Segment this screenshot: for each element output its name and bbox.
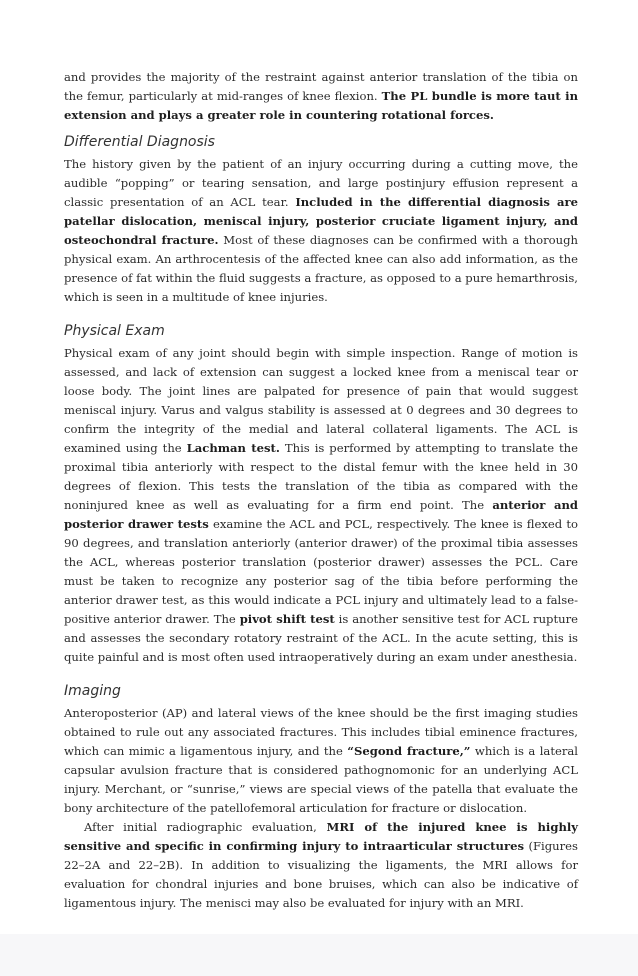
differential-end-text: Most of these diagnoses can be confirmed with a thorough physical exam. An arthrocentesis of the affected knee can also add information, as the presence of fat within the fluid suggests a fracture, as opposed to a pure hemarthrosis, which is seen in a multitude of knee injuries. bbox=[64, 233, 579, 304]
imaging-text-1c: which is a lateral capsular avulsion fracture that is considered pathognomonic for an underlying ACL injury. Merchant, or “sunrise,” views are special views of the patella that evaluate the bony architecture of the patellofemoral articulation for fracture or dislocation. bbox=[64, 744, 579, 815]
intro-paragraph bbox=[64, 68, 578, 125]
imaging-text-2a: After initial radiographic evaluation, bbox=[84, 820, 317, 834]
physical-text-4: is another sensitive test for ACL rupture and assesses the secondary rotatory restraint of the ACL. In the acute setting, this is quite painful and is most often used intraoperatively during an exam under anesthesia. bbox=[64, 612, 579, 664]
physical-text-3: examine the ACL and PCL, respectively. The knee is flexed to 90 degrees, and translation anteriorly (anterior drawer) of the proximal tibia assesses the ACL, whereas posterior translation (posterior drawer) assesses the PCL. Care must be taken to recognize any posterior sag of the tibia before performing the anterior drawer test, as this would indicate a PCL injury and ultimately lead to a false-positive anterior drawer. The bbox=[64, 517, 579, 626]
page-footer-band bbox=[0, 934, 638, 976]
imaging-text-2c: (Figures 22–2A and 22–2B). In addition to visualizing the ligaments, the MRI allows for evaluation for chondral injuries and bone bruises, which can also be indicative of ligamentous injury. The menisci may also be evaluated for injury with an MRI. bbox=[64, 839, 578, 910]
lachman-test-term: Lachman test. bbox=[186, 441, 280, 455]
mri-bold-text: MRI of the injured knee is highly sensitive and specific in confirming injury to intraarticular structures bbox=[64, 820, 579, 853]
segond-fracture-term: “Segond fracture,” bbox=[347, 744, 471, 758]
intro-bold-text: The PL bundle is more taut in extension and plays a greater role in countering rotational forces. bbox=[64, 89, 579, 122]
physical-text-2: This is performed by attempting to translate the proximal tibia anteriorly with respect to the distal femur with the knee held in 30 degrees of flexion. This tests the translation of the tibia as compared with the noninjured knee as well as evaluating for a firm end point. The bbox=[64, 441, 578, 512]
differential-text: The history given by the patient of an injury occurring during a cutting move, the audible “popping” or tearing sensation, and large postinjury effusion represent a classic presentation of an ACL tear. bbox=[64, 157, 578, 209]
differential-bold-text: Included in the differential diagnosis are patellar dislocation, meniscal injury, posterior cruciate ligament injury, and osteochondral fracture. bbox=[64, 195, 579, 247]
physical-exam-heading: Physical Exam bbox=[64, 323, 165, 339]
imaging-heading: Imaging bbox=[64, 683, 121, 699]
imaging-paragraph-2 bbox=[64, 818, 578, 913]
imaging-text-1a: Anteroposterior (AP) and lateral views of the knee should be the first imaging studies obtained to rule out any associated fractures. This includes tibial eminence fractures, which can mimic a ligamentous injury, and the bbox=[64, 706, 578, 758]
physical-exam-paragraph bbox=[64, 344, 578, 667]
differential-paragraph bbox=[64, 155, 578, 307]
pivot-shift-term: pivot shift test bbox=[239, 612, 335, 626]
physical-text-1: Physical exam of any joint should begin with simple inspection. Range of motion is assessed, and lack of extension can suggest a locked knee from a meniscal tear or loose body. The joint lines are palpated for presence of pain that would suggest meniscal injury. Varus and valgus stability is assessed at 0 degrees and 30 degrees to confirm the integrity of the medial and lateral collateral ligaments. The ACL is examined using the bbox=[64, 346, 578, 455]
imaging-paragraph-1 bbox=[64, 704, 578, 818]
intro-text: and provides the majority of the restraint against anterior translation of the tibia on the femur, particularly at mid-ranges of knee flexion. bbox=[64, 70, 578, 103]
differential-diagnosis-heading: Differential Diagnosis bbox=[64, 134, 215, 150]
drawer-tests-term: anterior and posterior drawer tests bbox=[64, 498, 579, 531]
